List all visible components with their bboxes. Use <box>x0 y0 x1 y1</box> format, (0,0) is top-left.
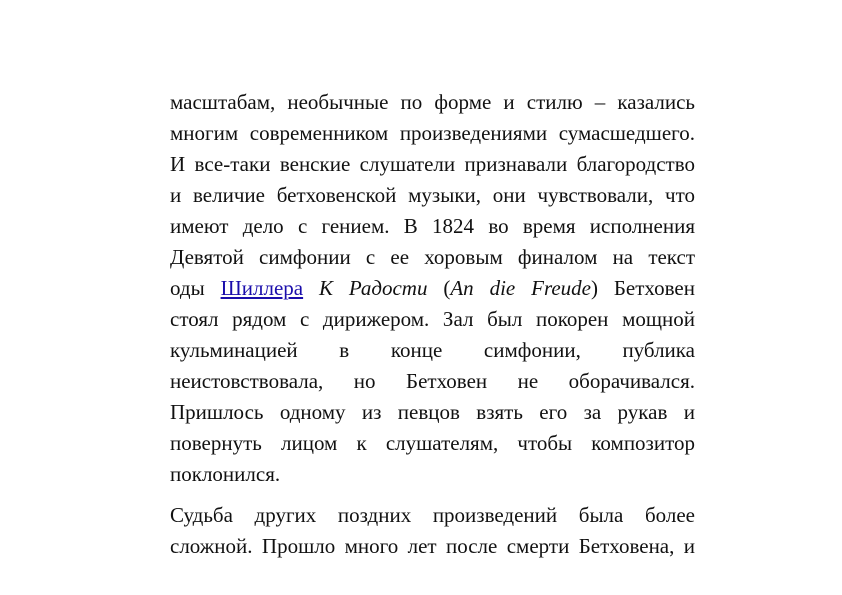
text-line: и величие бетховенской музыки, они чувствовали, что <box>170 183 695 207</box>
work-title: К Радости <box>319 276 428 300</box>
document-body <box>170 87 695 562</box>
text-line: Судьба других поздних произведений была более <box>170 503 695 527</box>
text-line: И все-таки венские слушатели признавали благородство <box>170 152 695 176</box>
original-title: An die Freude <box>450 276 591 300</box>
text-line: кульминацией в конце симфонии, публика <box>170 338 695 362</box>
text-line: поклонился. <box>170 462 281 486</box>
text-fragment: ) Бетховен <box>590 276 695 300</box>
text-line: Девятой симфонии с ее хоровым финалом на текст <box>170 245 695 269</box>
text-line: многим современником произведениями сумасшедшего. <box>170 121 695 145</box>
text-fragment: ( <box>427 276 451 300</box>
text-line-with-link <box>170 273 695 304</box>
schiller-link[interactable]: Шиллера <box>220 276 304 300</box>
paragraph <box>170 500 695 562</box>
text-line: повернуть лицом к слушателям, чтобы композитор <box>170 431 695 455</box>
text-line: сложной. Прошло много лет после смерти Бетховена, и <box>170 534 695 558</box>
paragraph <box>170 87 695 490</box>
text-line: стоял рядом с дирижером. Зал был покорен мощной <box>170 307 695 331</box>
text-line: Пришлось одному из певцов взять его за рукав и <box>170 400 695 424</box>
text-fragment: оды <box>170 276 221 300</box>
paragraph-spacer <box>170 490 695 500</box>
text-line: неистовствовала, но Бетховен не оборачивался. <box>170 369 695 393</box>
text-line: имеют дело с гением. В 1824 во время исполнения <box>170 214 695 238</box>
text-line: масштабам, необычные по форме и стилю – казались <box>170 90 695 114</box>
